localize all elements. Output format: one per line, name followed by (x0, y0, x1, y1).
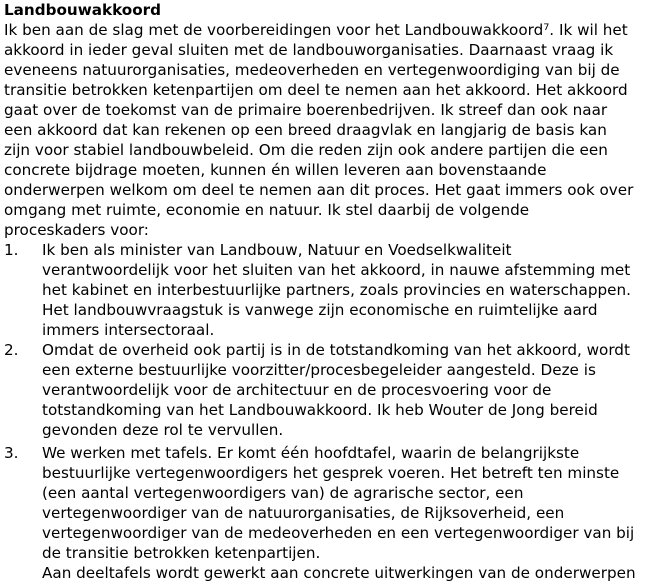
section-heading: Landbouwakkoord (4, 1, 162, 19)
text-line: immers intersectoraal. (42, 321, 215, 339)
document-page (4, 0, 650, 583)
text-line: zijn voor stabiel landbouwbeleid. Om die reden zijn ook andere partijen die een (4, 141, 608, 159)
list-item-body (42, 443, 650, 583)
list-item-body (42, 240, 650, 340)
text-line: (een aantal vertegenwoordigers van) de agrarische sector, een (42, 484, 524, 502)
text-line: gevonden deze rol te vervullen. (42, 421, 284, 439)
text-line: eveneens natuurorganisaties, medeoverheden en vertegenwoordiging van bij de (4, 61, 620, 79)
text-line: akkoord in ieder geval sluiten met de landbouworganisaties. Daarnaast vraag ik (4, 41, 614, 59)
text-line: Ik ben aan de slag met de voorbereidingen voor het Landbouwakkoord⁷. Ik wil het (4, 21, 628, 39)
list-item (4, 340, 650, 440)
text-line: het kabinet en interbestuurlijke partners, zoals provincies en waterschappen. (42, 281, 631, 299)
text-line: verantwoordelijk voor de architectuur en de procesvoering voor de (42, 381, 552, 399)
text-line: een akkoord dat kan rekenen op een breed draagvlak en langjarig de basis kan (4, 121, 607, 139)
text-line: concrete bijdrage moeten, kunnen én willen leveren aan bovenstaande (4, 161, 547, 179)
text-line: transitie betrokken ketenpartijen om deel te nemen aan het akkoord. Het akkoord (4, 81, 628, 99)
text-line: bestuurlijke vertegenwoordigers het gesprek voeren. Het betreft ten minste (42, 464, 620, 482)
list-item (4, 443, 650, 583)
text-line: totstandkoming van het Landbouwakkoord. Ik heb Wouter de Jong bereid (42, 401, 598, 419)
list-item-body (42, 340, 650, 440)
text-line: proceskaders voor: (4, 221, 149, 239)
intro-paragraph (4, 20, 650, 240)
list-item (4, 240, 650, 340)
text-line: Ik ben als minister van Landbouw, Natuur en Voedselkwaliteit (42, 241, 512, 259)
list-item-number: 1. (4, 241, 19, 259)
text-line: vertegenwoordiger van de natuurorganisaties, de Rijksoverheid, een (42, 504, 565, 522)
text-line: vertegenwoordiger van de medeoverheden en een vertegenwoordiger van bij (42, 524, 635, 542)
list-item-number: 2. (4, 341, 19, 359)
text-line: We werken met tafels. Er komt één hoofdtafel, waarin de belangrijkste (42, 444, 580, 462)
text-line: de transitie betrokken ketenpartijen. (42, 544, 321, 562)
text-line: omgang met ruimte, economie en natuur. Ik stel daarbij de volgende (4, 201, 530, 219)
text-line: Het landbouwvraagstuk is vanwege zijn economische en ruimtelijke aard (42, 301, 598, 319)
text-line: Aan deeltafels wordt gewerkt aan concrete uitwerkingen van de onderwerpen (42, 564, 636, 582)
text-line: verantwoordelijk voor het sluiten van het akkoord, in nauwe afstemming met (42, 261, 631, 279)
text-line: een externe bestuurlijke voorzitter/procesbegeleider aangesteld. Deze is (42, 361, 596, 379)
list-item-number: 3. (4, 444, 19, 462)
text-line: Omdat de overheid ook partij is in de totstandkoming van het akkoord, wordt (42, 341, 630, 359)
text-line: onderwerpen welkom om deel te nemen aan dit proces. Het gaat immers ook over (4, 181, 634, 199)
text-line: gaat over de toekomst van de primaire boerenbedrijven. Ik streef dan ook naar (4, 101, 608, 119)
